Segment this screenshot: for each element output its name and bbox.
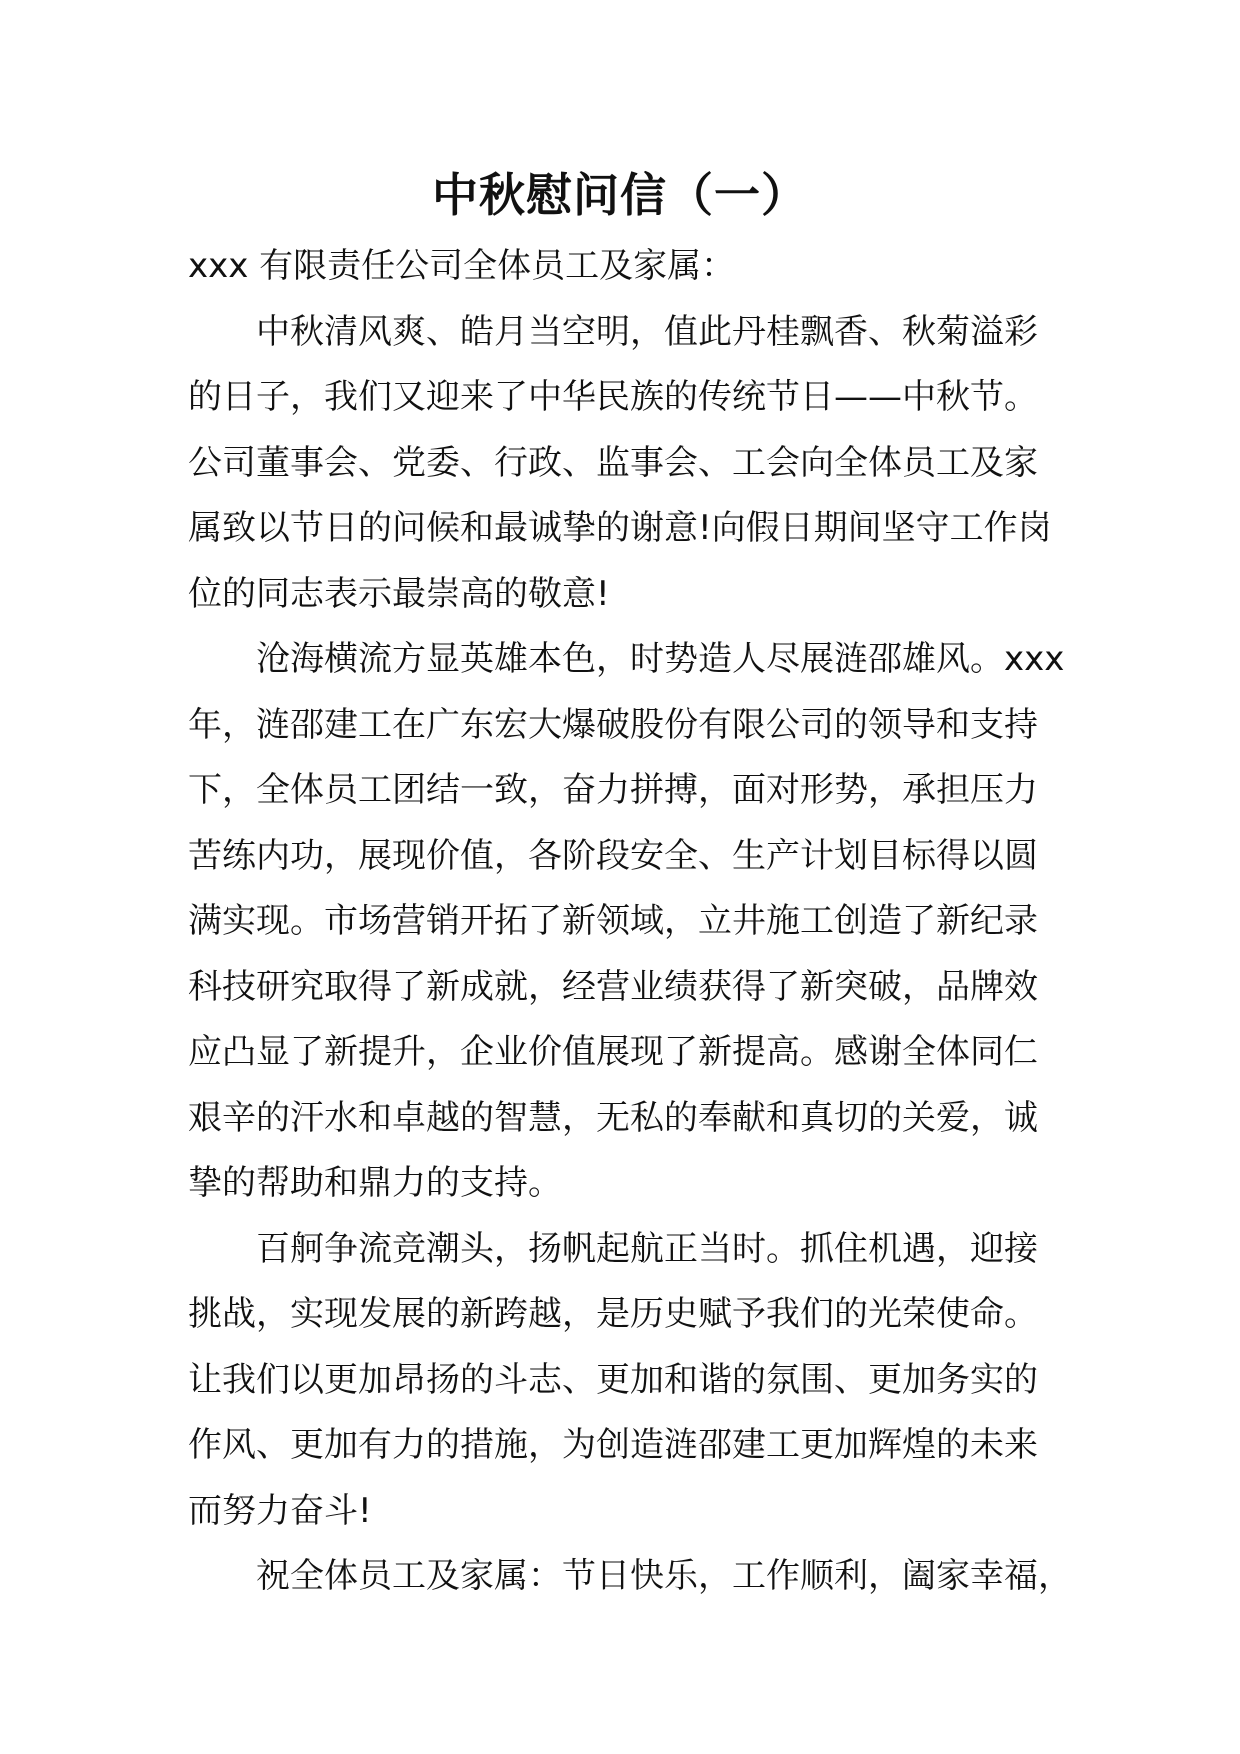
text-line: 的日子，我们又迎来了中华民族的传统节日——中秋节。 bbox=[188, 377, 1038, 417]
text-line: 艰辛的汗水和卓越的智慧，无私的奉献和真切的关爱，诚 bbox=[188, 1097, 1038, 1138]
paragraph-wishes bbox=[188, 1544, 1072, 1610]
letter-body bbox=[188, 234, 1072, 1610]
text-line: 苦练内功，展现价值，各阶段安全、生产计划目标得以圆 bbox=[188, 835, 1038, 876]
paragraph-achievements bbox=[188, 627, 1068, 1217]
text-line: 满实现。市场营销开拓了新领域，立井施工创造了新纪录 bbox=[188, 901, 1038, 941]
paragraph-mission bbox=[188, 1217, 1068, 1545]
text-line: 而努力奋斗! bbox=[188, 1490, 372, 1531]
text-line: 位的同志表示最崇高的敬意! bbox=[188, 573, 610, 614]
text-line: 百舸争流竞潮头，扬帆起航正当时。抓住机遇，迎接 bbox=[256, 1228, 1038, 1269]
text-line: 属致以节日的问候和最诚挚的谢意!向假日期间坚守工作岗 bbox=[188, 508, 1052, 548]
text-line: 年，涟邵建工在广东宏大爆破股份有限公司的领导和支持 bbox=[188, 704, 1038, 745]
letter-title: 中秋慰问信（一） bbox=[432, 168, 808, 222]
text-line: 沧海横流方显英雄本色，时势造人尽展涟邵雄风。xxx bbox=[256, 639, 1065, 679]
text-line: 让我们以更加昂扬的斗志、更加和谐的氛围、更加务实的 bbox=[188, 1359, 1038, 1400]
text-line: 中秋清风爽、皓月当空明，值此丹桂飘香、秋菊溢彩 bbox=[256, 311, 1038, 352]
text-line: 科技研究取得了新成就，经营业绩获得了新突破，品牌效 bbox=[188, 966, 1038, 1007]
text-line: 下，全体员工团结一致，奋力拼搏，面对形势，承担压力 bbox=[188, 770, 1038, 810]
salutation: xxx 有限责任公司全体员工及家属： bbox=[188, 246, 736, 286]
text-line: 公司董事会、党委、行政、监事会、工会向全体员工及家 bbox=[188, 442, 1038, 483]
text-line: 祝全体员工及家属：节日快乐，工作顺利，阖家幸福， bbox=[256, 1556, 1072, 1596]
text-line: 作风、更加有力的措施，为创造涟邵建工更加辉煌的未来 bbox=[188, 1425, 1038, 1465]
text-line: 挚的帮助和鼎力的支持。 bbox=[188, 1163, 562, 1203]
text-line: 应凸显了新提升，企业价值展现了新提高。感谢全体同仁 bbox=[188, 1032, 1038, 1072]
text-line: 挑战，实现发展的新跨越，是历史赋予我们的光荣使命。 bbox=[188, 1294, 1038, 1334]
paragraph-greeting bbox=[188, 300, 1068, 628]
